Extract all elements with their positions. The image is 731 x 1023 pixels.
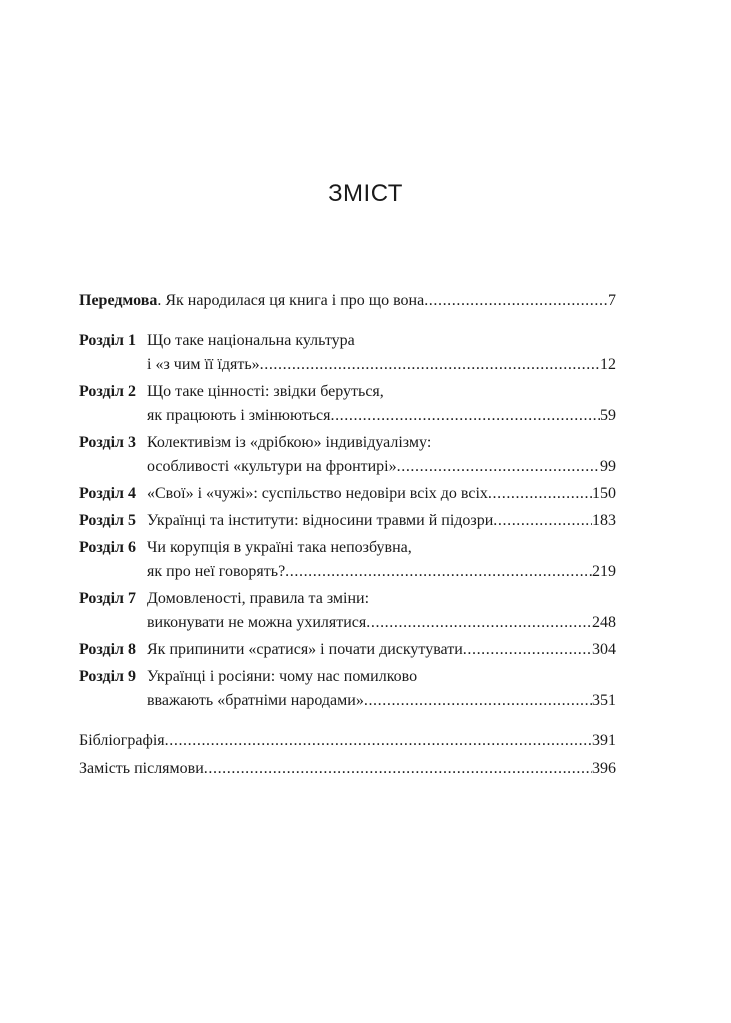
preface-label: Передмова	[79, 292, 158, 309]
chapter-page: 219	[592, 563, 616, 580]
dot-leader	[488, 482, 592, 506]
chapter-page: 150	[592, 485, 616, 502]
afterword-title: Замість післямови	[79, 760, 204, 777]
chapter-title: Українці та інститути: відносини травми й підозри	[147, 512, 494, 529]
afterword-page: 396	[592, 760, 616, 777]
chapter-title-line2: особливості «культури на фронтирі»	[147, 458, 397, 475]
toc-entry-chapter-4[interactable]	[79, 482, 616, 506]
chapter-label: Розділ 2	[79, 383, 137, 400]
chapter-title-line2: виконувати не можна ухилятися	[147, 614, 367, 631]
toc-entry-chapter-9[interactable]	[79, 665, 616, 713]
chapter-page: 351	[592, 692, 616, 709]
chapter-title-line1: Домовленості, правила та зміни:	[147, 590, 370, 607]
bibliography-title: Бібліографія	[79, 732, 165, 749]
chapter-title-line1: Що таке цінності: звідки беруться,	[147, 383, 384, 400]
toc-entry-chapter-8[interactable]	[79, 638, 616, 662]
chapter-label: Розділ 8	[79, 641, 137, 658]
toc-entry-bibliography[interactable]	[79, 729, 616, 753]
chapter-title-line2: вважають «братніми народами»	[147, 692, 364, 709]
toc-entry-chapter-6[interactable]	[79, 536, 616, 584]
dot-leader	[260, 353, 600, 377]
dot-leader	[204, 757, 592, 781]
chapter-label: Розділ 6	[79, 539, 137, 556]
toc-entry-chapter-3[interactable]	[79, 431, 616, 479]
chapter-title: «Свої» і «чужі»: суспільство недовіри всіх до всіх	[147, 485, 488, 502]
chapter-page: 12	[600, 356, 616, 373]
page-title: ЗМІСТ	[328, 180, 403, 207]
chapter-page: 183	[592, 512, 616, 529]
chapter-label: Розділ 3	[79, 434, 137, 451]
chapter-title: Як припинити «сратися» і почати дискутувати	[147, 641, 463, 658]
dot-leader	[364, 689, 592, 713]
dot-leader	[424, 289, 608, 313]
chapter-page: 304	[592, 641, 616, 658]
toc-entry-chapter-5[interactable]	[79, 509, 616, 533]
chapter-title-line2: як працюють і змінюються	[147, 407, 331, 424]
chapter-title-line1: Українці і росіяни: чому нас помилково	[147, 668, 418, 685]
chapter-title-line1: Чи корупція в україні така непозбувна,	[147, 539, 412, 556]
chapter-title-line2: і «з чим її їдять»	[147, 356, 260, 373]
chapter-title-line1: Колективізм із «дрібкою» індивідуалізму:	[147, 434, 432, 451]
chapter-label: Розділ 4	[79, 485, 137, 502]
preface-page: 7	[608, 292, 616, 309]
chapter-label: Розділ 7	[79, 590, 137, 607]
toc-entry-afterword[interactable]	[79, 757, 616, 781]
chapter-title-line2: як про неї говорять?	[147, 563, 286, 580]
table-of-contents	[79, 289, 616, 781]
dot-leader	[330, 404, 600, 428]
bibliography-page: 391	[592, 732, 616, 749]
dot-leader	[397, 455, 600, 479]
toc-entry-chapter-1[interactable]	[79, 329, 616, 377]
chapter-title-line1: Що таке національна культура	[147, 332, 355, 349]
toc-entry-chapter-2[interactable]	[79, 380, 616, 428]
chapter-page: 59	[600, 407, 616, 424]
preface-title: . Як народилася ця книга і про що вона	[157, 292, 425, 309]
dot-leader	[366, 611, 592, 635]
dot-leader	[493, 509, 592, 533]
dot-leader	[285, 560, 592, 584]
chapter-label: Розділ 1	[79, 332, 137, 349]
toc-entry-chapter-7[interactable]	[79, 587, 616, 635]
chapter-label: Розділ 9	[79, 668, 137, 685]
chapter-page: 248	[592, 614, 616, 631]
dot-leader	[165, 729, 592, 753]
toc-entry-preface[interactable]	[79, 289, 616, 313]
dot-leader	[463, 638, 592, 662]
chapter-label: Розділ 5	[79, 512, 137, 529]
chapter-page: 99	[600, 458, 616, 475]
